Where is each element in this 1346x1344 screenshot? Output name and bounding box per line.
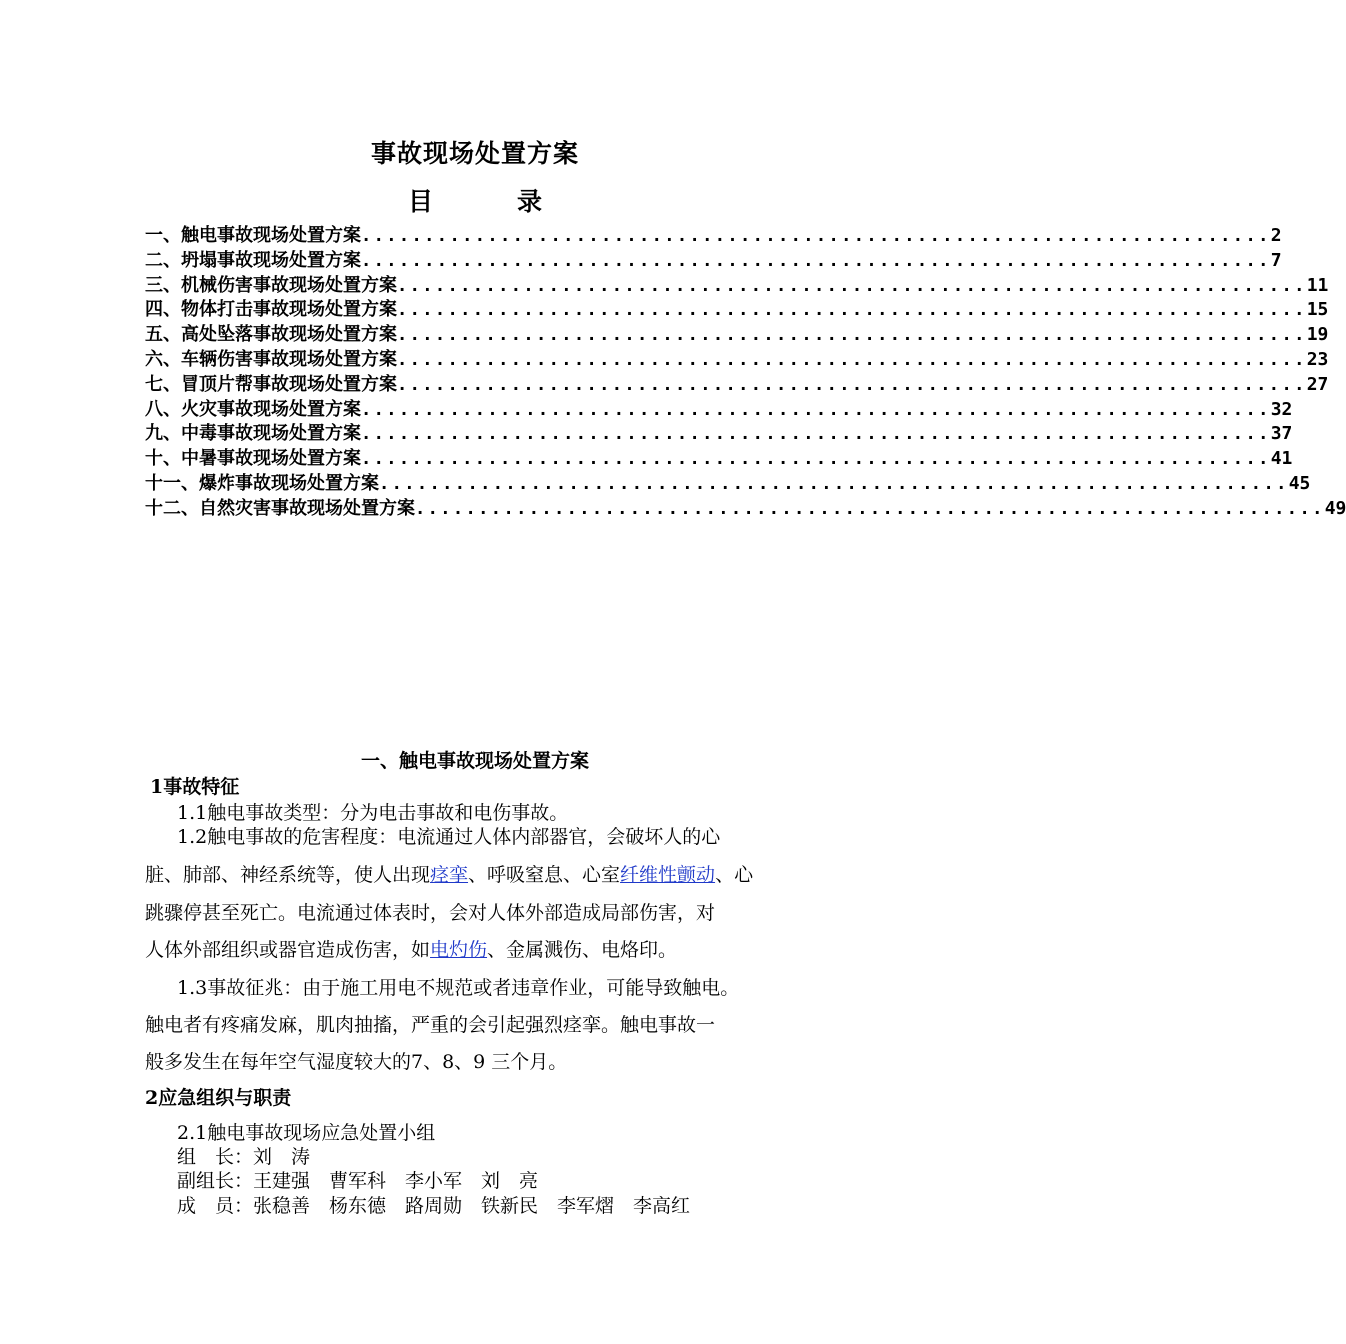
document-title: 事故现场处置方案 [370, 139, 579, 168]
toc-entry-page: 2 [1270, 225, 1282, 246]
toc-entry-page: 32 [1270, 398, 1293, 420]
toc-entry-page: 27 [1306, 373, 1329, 395]
toc-entry-label: 一、触电事故现场处置方案 [145, 225, 361, 246]
toc-leader-dots: ........................................................................ [397, 275, 1307, 296]
toc-entry-page: 49 [1324, 497, 1346, 519]
section-title: 一、触电事故现场处置方案 [360, 750, 589, 772]
text-segment: 脏、肺部、神经系统等，使人出现 [145, 864, 431, 886]
toc-leader-dots: ........................................................................ [361, 250, 1271, 271]
toc-leader-dots: ........................................................................ [397, 325, 1307, 346]
toc-entry-label: 四、物体打击事故现场处置方案 [145, 299, 397, 321]
toc-heading [0, 182, 950, 218]
toc-heading-left: 目 [407, 187, 433, 216]
paragraph-1-3-line3: 般多发生在每年空气湿度较大的7、8、9 三个月。 [145, 1051, 568, 1073]
subsection-heading-features: 1事故特征 [150, 776, 240, 798]
toc-entry-page: 15 [1306, 299, 1329, 321]
toc-entry[interactable] [145, 472, 1311, 497]
toc-entry[interactable] [145, 447, 1293, 472]
text-segment: 、金属溅伤、电烙印。 [487, 939, 678, 961]
toc-entry-label: 六、车辆伤害事故现场处置方案 [145, 348, 397, 370]
toc-entry[interactable] [145, 422, 1293, 447]
paragraph-1-2-line3: 跳骤停甚至死亡。电流通过体表时，会对人体外部造成局部伤害，对 [145, 902, 716, 924]
toc-entry-label: 二、坍塌事故现场处置方案 [145, 249, 361, 271]
toc-heading-right: 录 [517, 187, 543, 216]
toc-entry[interactable] [145, 249, 1282, 274]
toc-leader-dots: ........................................................................ [415, 498, 1325, 519]
toc-entry-page: 23 [1306, 348, 1329, 370]
roster-members: 成 员：张稳善 杨东德 路周勋 铁新民 李军熠 李高红 [177, 1195, 691, 1217]
toc-entry[interactable] [145, 348, 1329, 373]
table-of-contents [145, 224, 1346, 522]
subsection-heading-organization: 2应急组织与职责 [145, 1087, 292, 1109]
toc-leader-dots: ........................................................................ [361, 226, 1271, 246]
paragraph-1-2-line4 [145, 935, 677, 962]
toc-entry-label: 五、高处坠落事故现场处置方案 [145, 324, 397, 346]
toc-entry-label: 三、机械伤害事故现场处置方案 [145, 274, 397, 296]
toc-entry[interactable] [145, 274, 1329, 299]
toc-entry-page: 19 [1306, 324, 1329, 346]
paragraph-1-2-line1: 1.2触电事故的危害程度：电流通过人体内部器官，会破坏人的心 [177, 826, 721, 848]
paragraph-2-1: 2.1触电事故现场应急处置小组 [177, 1122, 436, 1144]
toc-leader-dots: ........................................................................ [361, 449, 1271, 470]
text-segment: 、呼吸窒息、心室 [468, 864, 621, 886]
toc-entry-label: 七、冒顶片帮事故现场处置方案 [145, 373, 397, 395]
toc-entry-label: 十一、爆炸事故现场处置方案 [145, 472, 379, 494]
toc-entry[interactable] [145, 323, 1329, 348]
link-spasm[interactable]: 痉挛 [430, 864, 469, 886]
toc-leader-dots: ........................................................................ [397, 349, 1307, 370]
toc-entry-page: 7 [1270, 249, 1282, 271]
toc-entry-page: 45 [1288, 472, 1311, 494]
toc-leader-dots: ........................................................................ [397, 300, 1307, 321]
paragraph-1-3-line1: 1.3事故征兆：由于施工用电不规范或者违章作业，可能导致触电。 [177, 977, 740, 999]
toc-entry-page: 11 [1306, 274, 1329, 296]
text-segment: 人体外部组织或器官造成伤害，如 [145, 939, 431, 961]
paragraph-1-3-line2: 触电者有疼痛发麻，肌肉抽搐，严重的会引起强烈痉挛。触电事故一 [145, 1014, 716, 1036]
toc-leader-dots: ........................................................................ [397, 374, 1307, 395]
toc-entry-page: 41 [1270, 448, 1293, 470]
link-ventricular-fibrillation[interactable]: 纤维性颤动 [620, 864, 716, 886]
toc-leader-dots: ........................................................................ [379, 473, 1289, 494]
text-segment: 、心 [715, 864, 754, 886]
toc-entry[interactable] [145, 497, 1346, 522]
toc-entry[interactable] [145, 224, 1282, 249]
toc-entry[interactable] [145, 398, 1293, 423]
paragraph-1-1: 1.1触电事故类型：分为电击事故和电伤事故。 [177, 802, 569, 824]
toc-entry-label: 十二、自然灾害事故现场处置方案 [145, 497, 415, 519]
toc-entry[interactable] [145, 298, 1329, 323]
roster-deputy: 副组长：王建强 曹军科 李小军 刘 亮 [177, 1170, 539, 1192]
roster-leader: 组 长：刘 涛 [177, 1146, 311, 1168]
paragraph-1-2-line2 [145, 860, 753, 887]
toc-entry-label: 八、火灾事故现场处置方案 [145, 398, 361, 420]
toc-leader-dots: ........................................................................ [361, 399, 1271, 420]
toc-leader-dots: ........................................................................ [361, 424, 1271, 445]
toc-entry[interactable] [145, 373, 1329, 398]
toc-entry-label: 九、中毒事故现场处置方案 [145, 423, 361, 445]
toc-entry-page: 37 [1270, 423, 1293, 445]
toc-entry-label: 十、中暑事故现场处置方案 [145, 448, 361, 470]
link-electric-burn[interactable]: 电灼伤 [430, 939, 488, 961]
